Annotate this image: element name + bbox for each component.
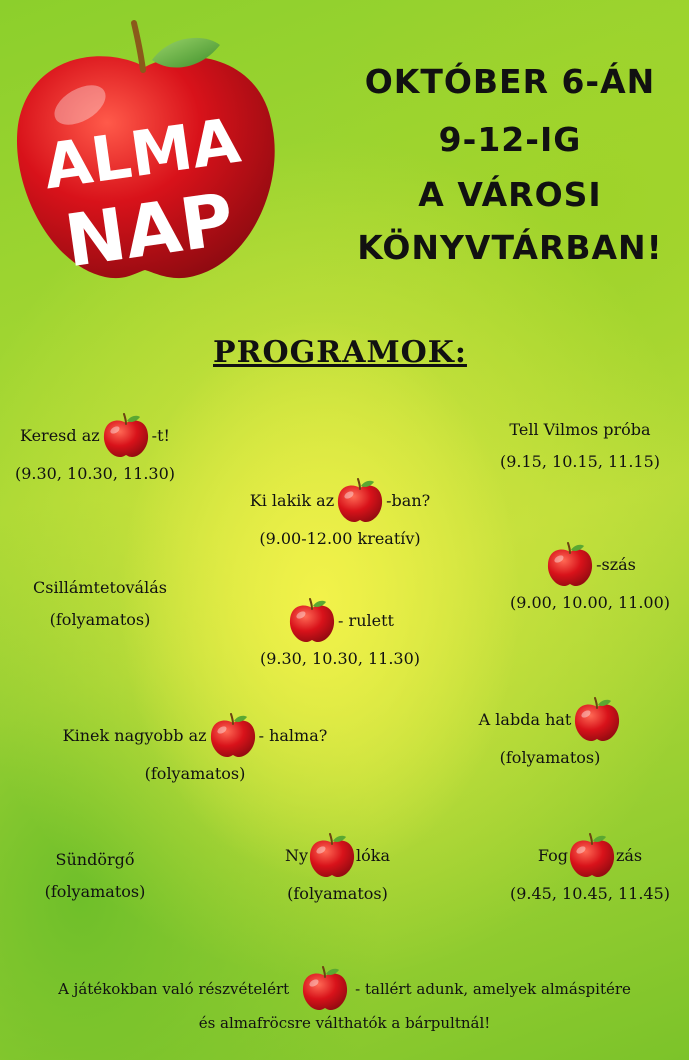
program-kilakik [225, 478, 455, 554]
title-line3: A VÁROSI [418, 175, 602, 214]
program-kinek-after: - halma? [258, 726, 328, 745]
program-nyaloka [255, 833, 420, 909]
program-keresd-after: -t! [151, 426, 170, 445]
program-nyaloka-time: (folyamatos) [287, 884, 388, 903]
apple-icon [102, 413, 150, 459]
program-nyaloka-after: lóka [356, 846, 391, 865]
footer-line2: és almafröcsre válthatók a bárpultnál! [198, 1014, 491, 1032]
logo-line1: ALMA [39, 103, 245, 204]
apple-icon [336, 478, 384, 524]
program-kinek [45, 713, 345, 789]
program-sundorgo-name: Sündörgő [55, 850, 135, 869]
program-labda-before: A labda hat [478, 710, 572, 729]
program-tell [480, 415, 680, 477]
program-kinek-time: (folyamatos) [144, 764, 246, 783]
logo-line2: NAP [59, 176, 239, 284]
footer-line1-before: A játékokban való részvételért [58, 980, 290, 998]
program-keresd-before: Keresd az [20, 426, 100, 445]
program-fogzas-before: Fog [537, 846, 568, 865]
program-sundorgo [20, 845, 170, 907]
program-labda [460, 697, 640, 773]
program-rulett [240, 598, 440, 674]
program-sundorgo-time: (folyamatos) [44, 882, 146, 901]
apple-icon [209, 713, 257, 759]
program-szas-time: (9.00, 10.00, 11.00) [509, 593, 671, 612]
apple-icon [568, 833, 616, 879]
apple-icon [288, 598, 336, 644]
program-szas [495, 542, 685, 618]
apple-icon [546, 542, 594, 588]
program-keresd-time: (9.30, 10.30, 11.30) [14, 464, 176, 483]
program-tell-name: Tell Vilmos próba [509, 420, 651, 439]
big-apple-icon [10, 15, 280, 290]
footer-text [0, 966, 689, 1038]
program-kilakik-before: Ki lakik az [249, 491, 335, 510]
program-labda-time: (folyamatos) [499, 748, 601, 767]
program-keresd [5, 413, 185, 489]
program-tell-time: (9.15, 10.15, 11.15) [499, 452, 661, 471]
program-nyaloka-before: Ny [284, 846, 309, 865]
title-line4: KÖNYVTÁRBAN! [357, 228, 663, 267]
program-fogzas-time: (9.45, 10.45, 11.45) [509, 884, 671, 903]
program-csillam [15, 573, 185, 635]
apple-icon [308, 833, 356, 879]
program-rulett-time: (9.30, 10.30, 11.30) [259, 649, 421, 668]
program-csillam-name: Csillámtetoválás [33, 578, 167, 597]
apple-icon [301, 966, 349, 1012]
program-fogzas [495, 833, 685, 909]
program-kilakik-time: (9.00-12.00 kreatív) [259, 529, 421, 548]
title-line2: 9-12-IG [438, 120, 582, 159]
program-csillam-time: (folyamatos) [49, 610, 151, 629]
program-kilakik-after: -ban? [386, 491, 431, 510]
program-szas-after: -szás [596, 555, 636, 574]
programs-heading: PROGRAMOK: [213, 335, 467, 370]
program-rulett-after: - rulett [338, 611, 394, 630]
footer-line1-after: - tallért adunk, amelyek almáspitére [355, 980, 631, 998]
alma-nap-logo [10, 15, 280, 290]
title-line1: OKTÓBER 6-ÁN [364, 62, 656, 101]
apple-icon [573, 697, 621, 743]
program-fogzas-after: zás [615, 846, 643, 865]
program-kinek-before: Kinek nagyobb az [62, 726, 207, 745]
